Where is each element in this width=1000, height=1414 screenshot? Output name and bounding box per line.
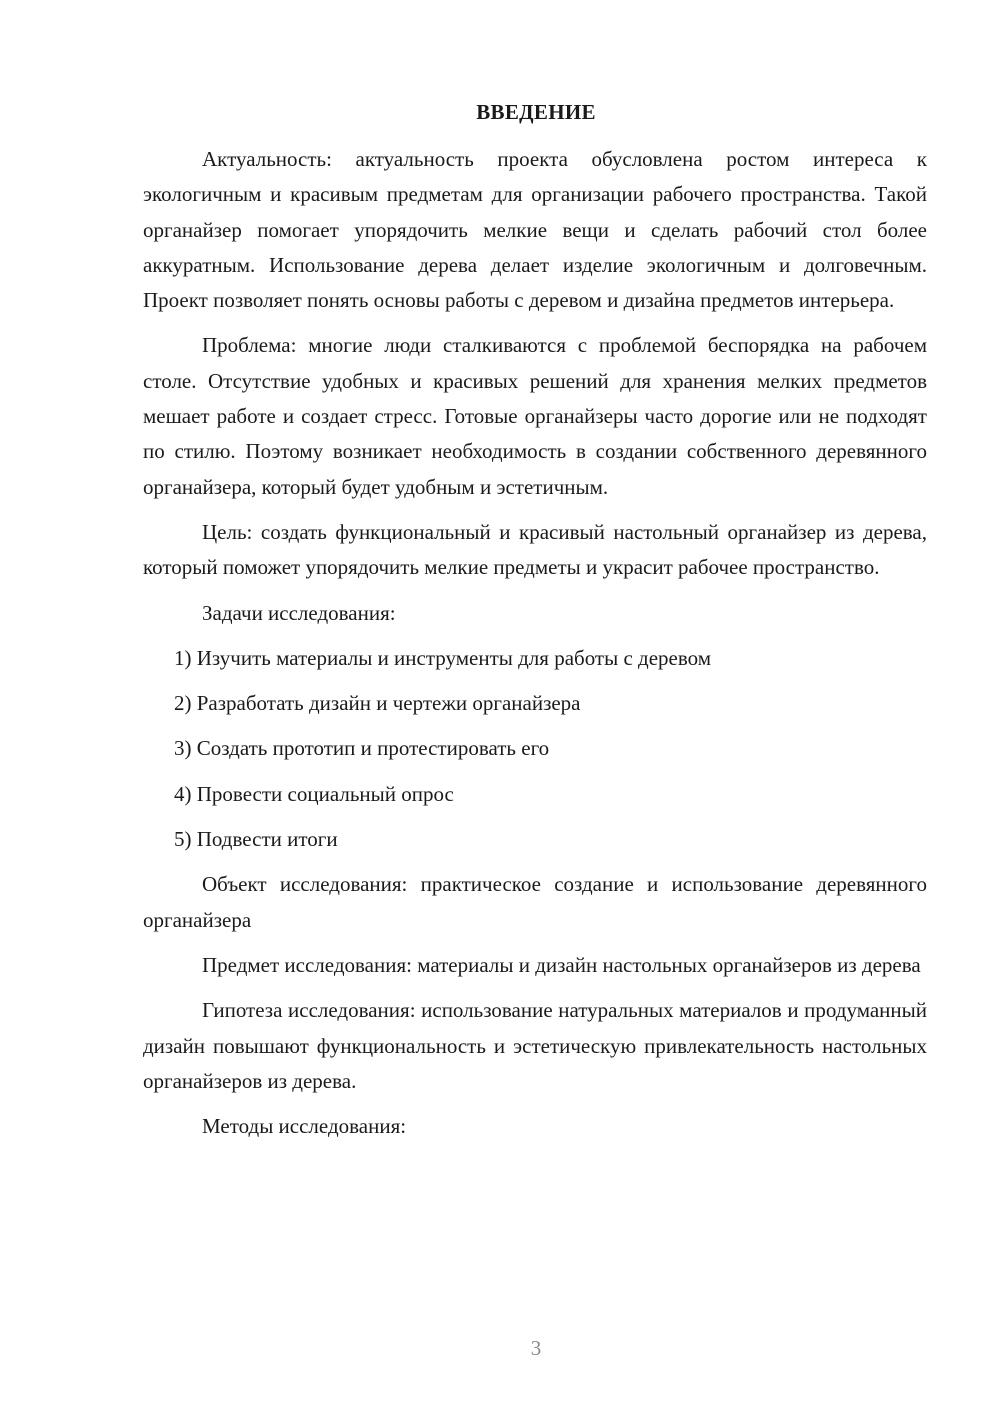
list-item: 5) Подвести итоги bbox=[174, 827, 338, 852]
document-body bbox=[143, 142, 927, 1154]
object-paragraph: Объект исследования: практическое создание и использование деревянного органайзера bbox=[143, 872, 927, 932]
page-number: 3 bbox=[530, 1336, 542, 1360]
hypothesis-paragraph: Гипотеза исследования: использование натуральных материалов и продуманный дизайн повышают функциональность и эстетическую привлекательность настольных органайзеров из дерева. bbox=[143, 998, 927, 1093]
page-title: ВВЕДЕНИЕ bbox=[476, 100, 596, 124]
methods-heading: Методы исследования: bbox=[202, 1114, 407, 1139]
relevance-paragraph: Актуальность: актуальность проекта обусловлена ростом интереса к экологичным и красивым предметам для организации рабочего пространства. Такой органайзер помогает упорядочить мелкие вещи и сделать рабочий стол более аккуратным. Использование дерева делает изделие экологичным и долговечным. Проект позволяет понять основы работы с деревом и дизайна предметов интерьера. bbox=[143, 147, 927, 313]
list-item: 4) Провести социальный опрос bbox=[174, 781, 454, 806]
list-item: 3) Создать прототип и протестировать его bbox=[174, 736, 550, 761]
tasks-heading: Задачи исследования: bbox=[202, 600, 396, 625]
list-item: 1) Изучить материалы и инструменты для работы с деревом bbox=[174, 645, 712, 670]
list-item: 2) Разработать дизайн и чертежи органайзера bbox=[174, 691, 581, 716]
problem-paragraph: Проблема: многие люди сталкиваются с проблемой беспорядка на рабочем столе. Отсутствие удобных и красивых решений для хранения мелких предметов мешает работе и создает стресс. Готовые органайзеры часто дорогие или не подходят по стилю. Поэтому возникает необходимость в создании собственного деревянного органайзера, который будет удобным и эстетичным. bbox=[143, 333, 927, 499]
subject-paragraph: Предмет исследования: материалы и дизайн настольных органайзеров из дерева bbox=[202, 952, 921, 977]
goal-paragraph: Цель: создать функциональный и красивый настольный органайзер из дерева, который поможет упорядочить мелкие предметы и украсит рабочее пространство. bbox=[143, 519, 927, 580]
